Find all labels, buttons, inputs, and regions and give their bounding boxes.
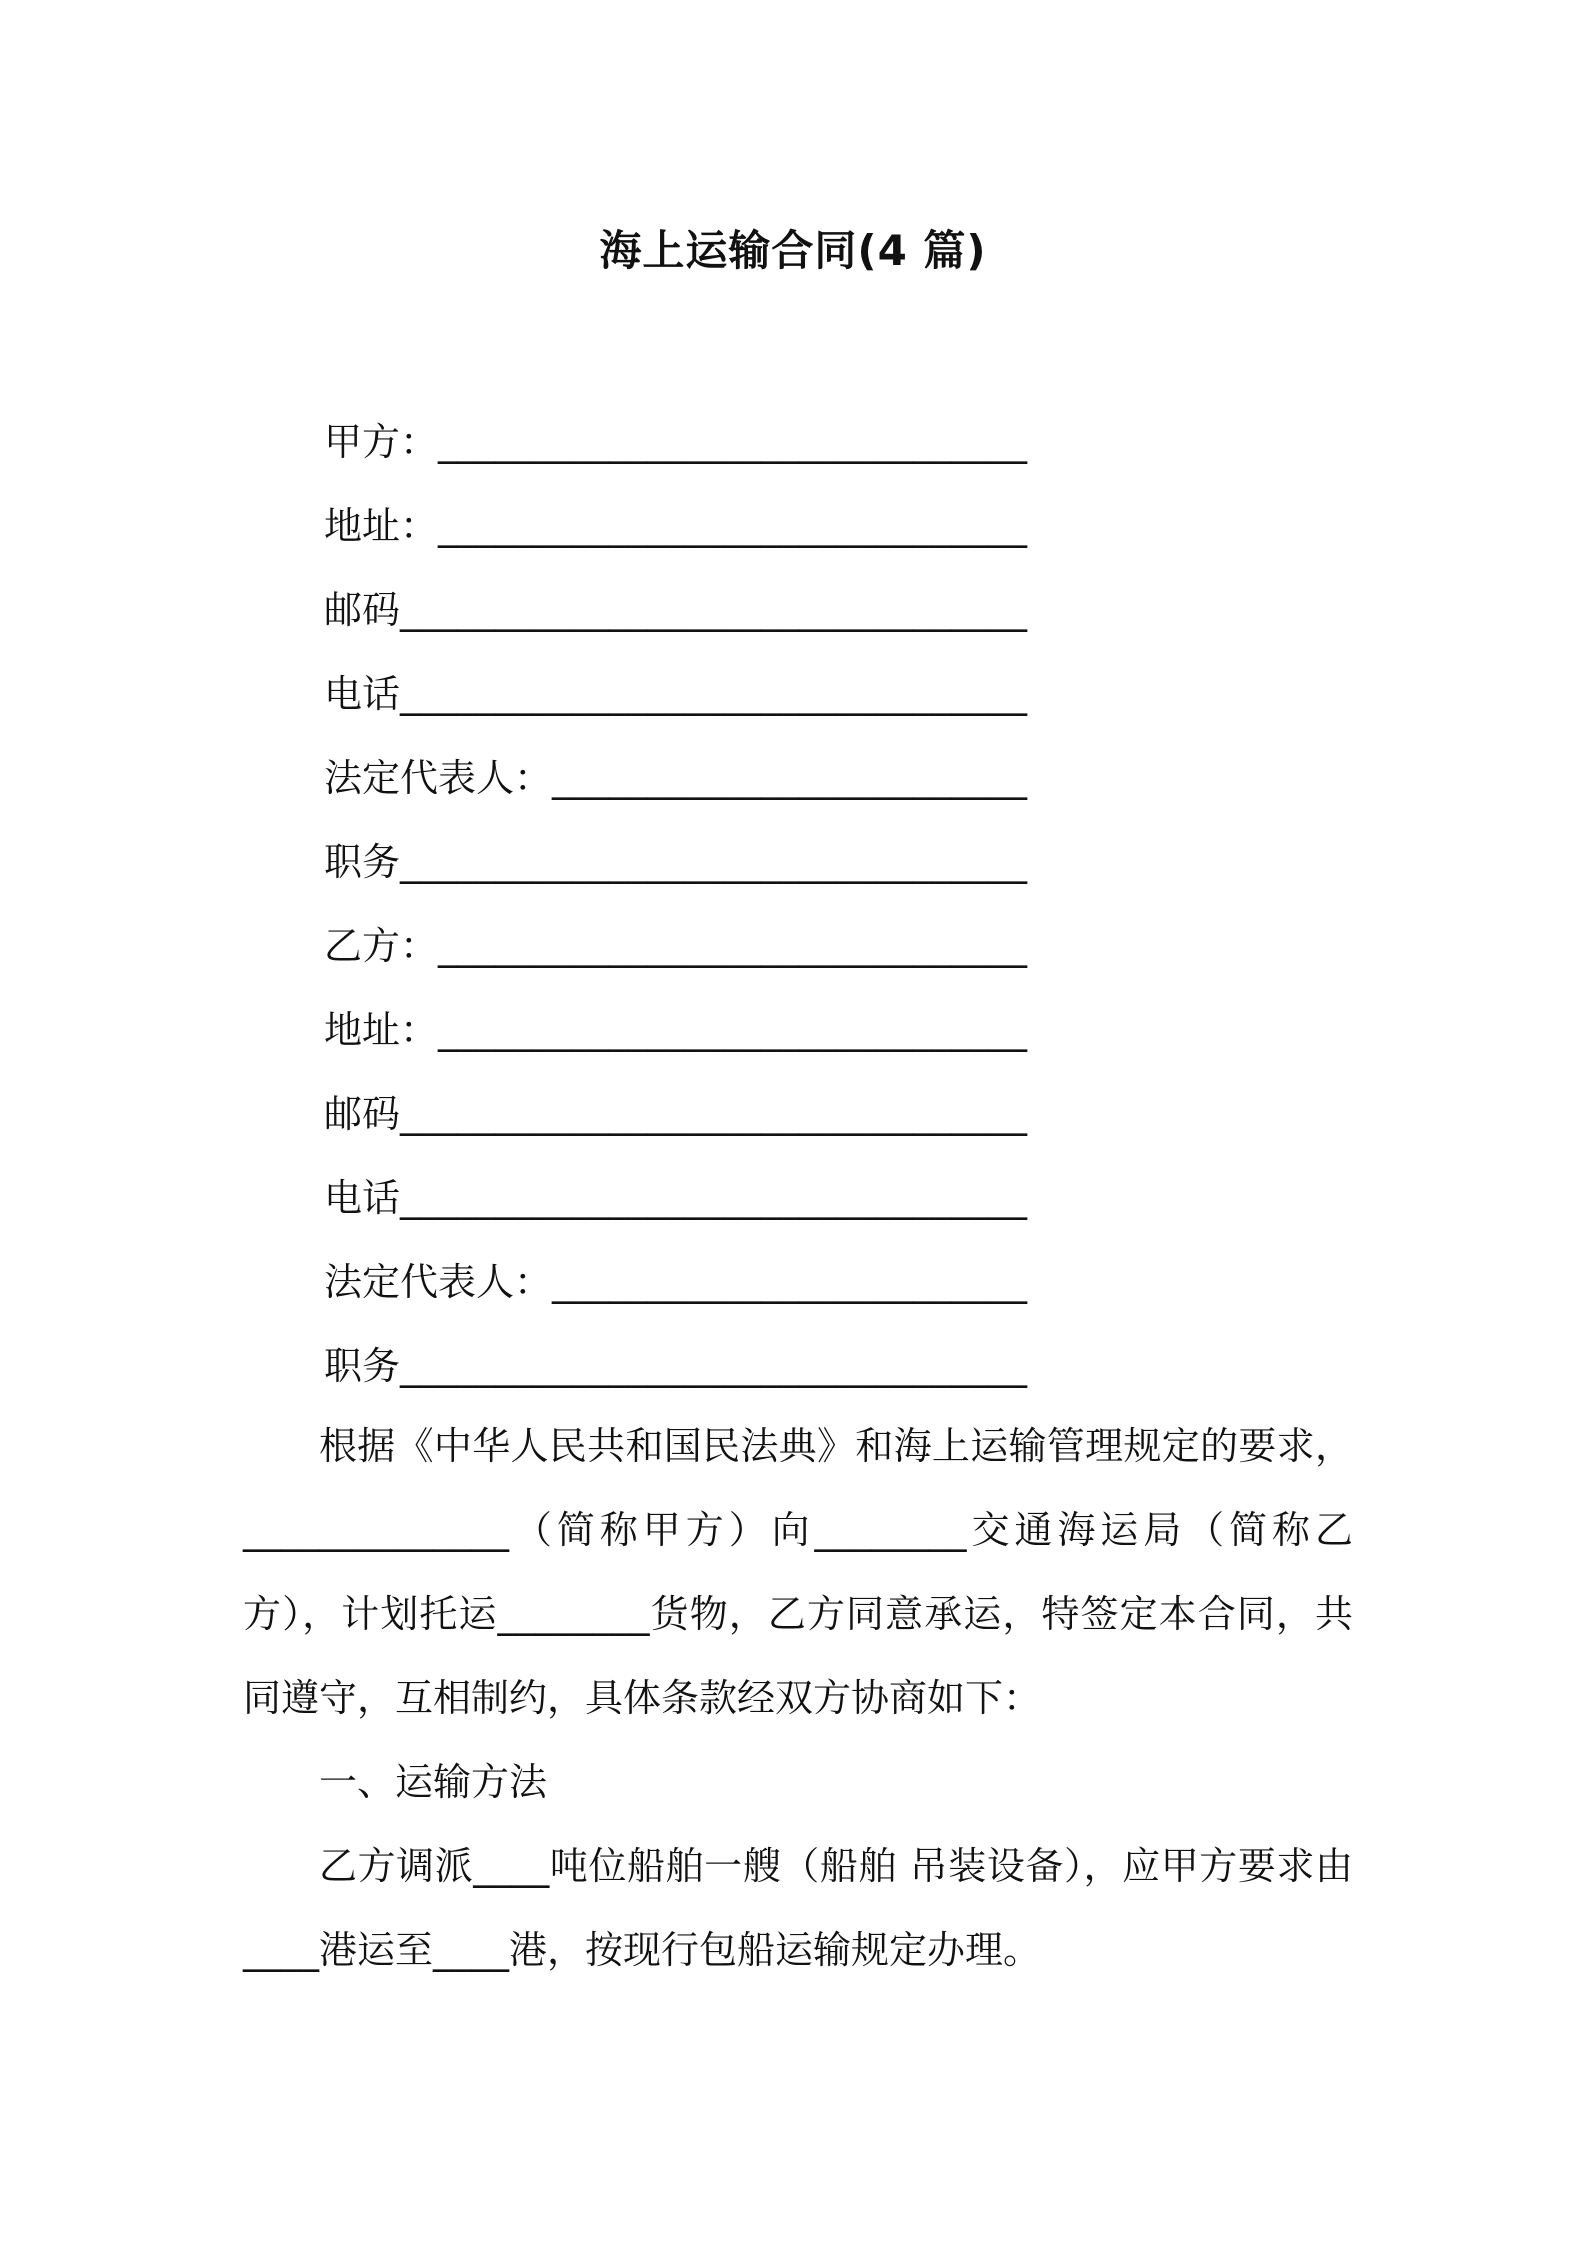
field-label: 电话 — [324, 1176, 401, 1220]
fill-in-blank: _________________________________ — [400, 1344, 1028, 1388]
section-heading-block — [243, 1740, 1353, 1824]
fill-in-blank: _________________________________ — [400, 1092, 1028, 1136]
section-heading: 一、运输方法 — [319, 1760, 548, 1804]
field-label: 电话 — [324, 672, 401, 716]
field-label: 地址： — [324, 504, 439, 548]
fill-in-blank: _________________________________ — [400, 840, 1028, 884]
field-label: 邮码 — [324, 588, 401, 632]
party-a-phone-field — [324, 664, 1224, 748]
field-label: 法定代表人： — [324, 756, 553, 800]
fill-in-blank: _______________________________ — [438, 504, 1028, 548]
party-b-address-field — [324, 1000, 1224, 1084]
party-a-legal-rep-field — [324, 748, 1224, 832]
party-b-legal-rep-field — [324, 1252, 1224, 1336]
party-a-name-field — [324, 412, 1224, 496]
fill-in-blank: _________________________ — [552, 1260, 1028, 1304]
party-a-postcode-field — [324, 580, 1224, 664]
field-label: 职务 — [324, 1344, 401, 1388]
field-label: 地址： — [324, 1008, 439, 1052]
section-body-block — [243, 1824, 1353, 1992]
party-a-address-field — [324, 496, 1224, 580]
party-b-name-field — [324, 916, 1224, 1000]
party-b-postcode-field — [324, 1084, 1224, 1168]
fill-in-blank: _________________________________ — [400, 1176, 1028, 1220]
field-label: 职务 — [324, 840, 401, 884]
fill-in-blank: _________________________ — [552, 756, 1028, 800]
field-label: 甲方： — [324, 420, 439, 464]
section-paragraph: 乙方调派____吨位船舶一艘（船舶 吊装设备），应甲方要求由____港运至____港，按现行包船运输规定办理。 — [243, 1844, 1353, 1972]
field-label: 乙方： — [324, 924, 439, 968]
party-fields — [324, 412, 1224, 1420]
preamble-paragraph: 根据《中华人民共和国民法典》和海上运输管理规定的要求，______________（简称甲方）向________交通海运局（简称乙方），计划托运________货物，乙方同意承运，特签定本合同，共同遵守，互相制约，具体条款经双方协商如下： — [243, 1424, 1353, 1720]
fill-in-blank: _________________________________ — [400, 672, 1028, 716]
fill-in-blank: _______________________________ — [438, 420, 1028, 464]
party-a-position-field — [324, 832, 1224, 916]
field-label: 法定代表人： — [324, 1260, 553, 1304]
fill-in-blank: _______________________________ — [438, 924, 1028, 968]
fill-in-blank: _______________________________ — [438, 1008, 1028, 1052]
preamble-block — [243, 1404, 1353, 1740]
fill-in-blank: _________________________________ — [400, 588, 1028, 632]
document-title: 海上运输合同(4 篇) — [599, 226, 987, 275]
party-b-phone-field — [324, 1168, 1224, 1252]
field-label: 邮码 — [324, 1092, 401, 1136]
